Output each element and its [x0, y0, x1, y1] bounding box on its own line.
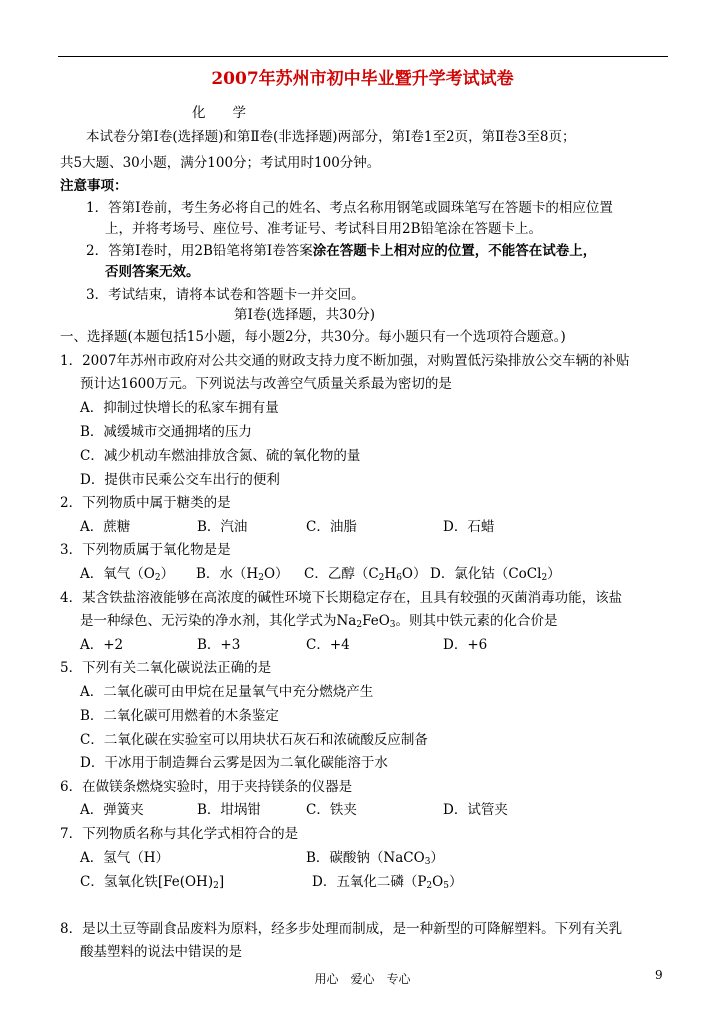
q3-stem: 3．下列物质属于氧化物是是 — [60, 542, 231, 558]
q6-option-b: B．坩埚钳 — [197, 802, 261, 818]
q7-option-c: C．氢氧化铁$[Fe(OH)_2]$ — [80, 874, 225, 891]
q2-option-a: A．蔗糖 — [80, 519, 131, 535]
q1-stem-line-2: 预计达1600万元。下列说法与改善空气质量关系最为密切的是 — [80, 376, 452, 392]
q5-option-a: A．二氧化碳可由甲烷在足量氧气中充分燃烧产生 — [80, 684, 374, 700]
notice-2-line-2: 否则答案无效。 — [105, 264, 200, 280]
q3-option-d: D．氯化钴（CoCl$_2$） — [430, 566, 561, 583]
q6-option-d: D．试管夹 — [443, 802, 508, 818]
q2-option-c: C．油脂 — [306, 519, 357, 535]
subject-label: 化 学 — [192, 105, 246, 121]
q2-option-b: B．汽油 — [197, 519, 248, 535]
notice-2-line-1 — [86, 242, 596, 260]
q4-option-c: C．+4 — [306, 637, 350, 653]
intro-line-2: 共5大题、30小题，满分100分；考试用时100分钟。 — [60, 155, 381, 171]
q3-option-a: A．氧气$(O_2)$ — [80, 566, 175, 583]
q3-option-c: C．乙醇$(C_2H_6O)$ — [304, 566, 427, 583]
section-1-heading: 一、选择题(本题包括15小题，每小题2分，共30分。每小题只有一个选项符合题意。) — [60, 329, 566, 345]
q1-option-c: C．减少机动车燃油排放含氮、硫的氧化物的量 — [80, 448, 361, 464]
q1-option-a: A．抑制过快增长的私家车拥有量 — [80, 400, 279, 416]
part-1-heading: 第Ⅰ卷(选择题，共30分) — [234, 307, 376, 323]
q7-option-a: A．氢气（H） — [80, 850, 170, 866]
notice-heading: 注意事项： — [60, 178, 128, 194]
q4-option-b: B．+3 — [197, 637, 241, 653]
page-footer: 用心 爱心 专心 — [314, 972, 411, 986]
q1-option-d: D．提供市民乘公交车出行的便利 — [80, 472, 280, 488]
q8-stem-line-1: 8．是以土豆等副食品废料为原料，经多步处理而制成，是一种新型的可降解塑料。下列有关乳 — [60, 921, 623, 937]
notice-1-line-2: 上，并将考场号、座位号、准考证号、考试科目用2B铅笔涂在答题卡上。 — [105, 221, 543, 237]
q6-option-c: C．铁夹 — [306, 802, 357, 818]
page-number: 9 — [655, 968, 663, 982]
q5-stem: 5．下列有关二氧化碳说法正确的是 — [60, 660, 272, 676]
intro-line-1: 本试卷分第Ⅰ卷(选择题)和第Ⅱ卷(非选择题)两部分，第Ⅰ卷1至2页，第Ⅱ卷3至8页； — [86, 129, 576, 145]
q4-option-d: D．+6 — [443, 637, 488, 653]
header-rule — [58, 56, 668, 57]
q8-stem-line-2: 酸基塑料的说法中错误的是 — [80, 944, 242, 960]
q7-stem: 7．下列物质名称与其化学式相符合的是 — [60, 826, 299, 842]
q4-option-a: A．+2 — [80, 637, 124, 653]
q7-option-b: B．碳酸钠（NaCO$_3$） — [306, 850, 444, 867]
q5-option-d: D．干冰用于制造舞台云雾是因为二氧化碳能溶于水 — [80, 755, 388, 771]
q7-option-d: D．五氧化二磷$(P_2O_5)$ — [312, 874, 463, 891]
q6-option-a: A．弹簧夹 — [80, 802, 144, 818]
page-title: 2007年苏州市初中毕业暨升学考试试卷 — [211, 69, 514, 89]
q2-option-d: D．石蜡 — [443, 519, 495, 535]
q6-stem: 6．在做镁条燃烧实验时，用于夹持镁条的仪器是 — [60, 779, 353, 795]
notice-3: 3．考试结束，请将本试卷和答题卡一并交回。 — [86, 287, 365, 303]
q5-option-c: C．二氧化碳在实验室可以用块状石灰石和浓硫酸反应制备 — [80, 732, 428, 748]
q1-stem-line-1: 1．2007年苏州市政府对公共交通的财政支持力度不断加强，对购置低污染排放公交车辆的补贴 — [60, 353, 630, 369]
notice-2-bold: 涂在答题卡上相对应的位置，不能答在试卷上， — [312, 243, 597, 259]
q2-stem: 2．下列物质中属于糖类的是 — [60, 495, 231, 511]
notice-1-line-1: 1．答第Ⅰ卷前，考生务必将自己的姓名、考点名称用钢笔或圆珠笔写在答题卡的相应位置 — [86, 200, 613, 216]
notice-2-plain: 2．答第Ⅰ卷时，用2B铅笔将第Ⅰ卷答案 — [86, 243, 313, 259]
q4-stem-line-1: 4．某含铁盐溶液能够在高浓度的碱性环境下长期稳定存在，且具有较强的灭菌消毒功能，该盐 — [60, 590, 623, 606]
q5-option-b: B．二氧化碳可用燃着的木条鉴定 — [80, 708, 279, 724]
q3-option-b: B．水$(H_2O)$ — [196, 566, 289, 583]
q4-stem-line-2: 是一种绿色、无污染的净水剂，其化学式为$Na_2FeO_3$。则其中铁元素的化合价是 — [80, 613, 558, 630]
q1-option-b: B．减缓城市交通拥堵的压力 — [80, 424, 252, 440]
